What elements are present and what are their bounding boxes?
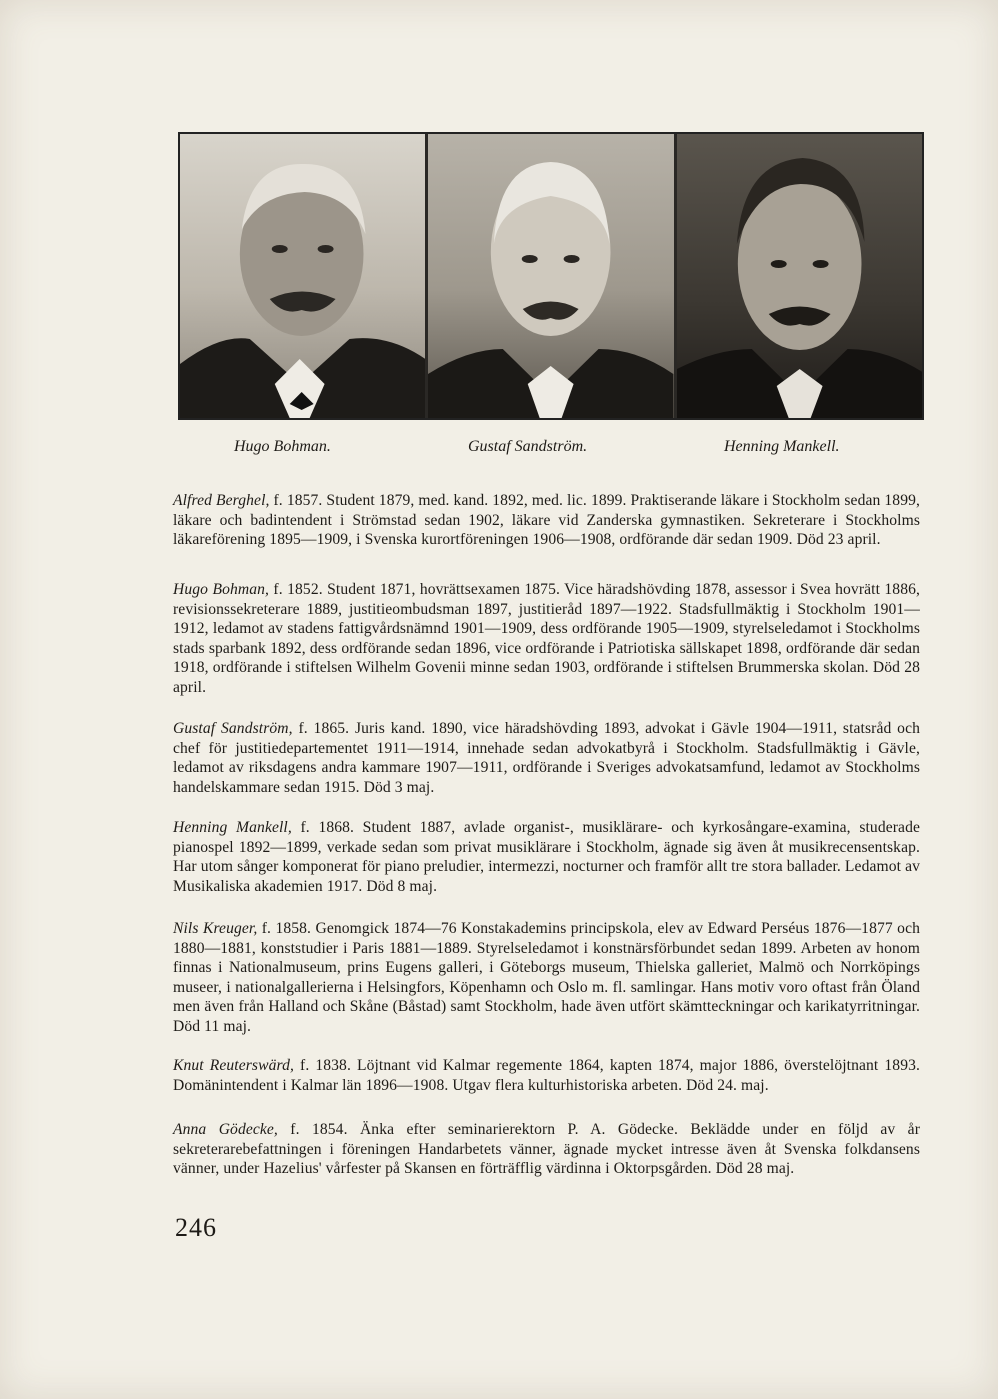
- portrait-hugo-bohman: [180, 134, 425, 418]
- entry-name: Gustaf Sandström,: [173, 720, 293, 737]
- page-number: 246: [175, 1213, 217, 1242]
- portrait-henning-mankell: [677, 134, 922, 418]
- entry-text: f. 1852. Student 1871, hovrättsexamen 1875. Vice häradshövding 1878, assessor i Svea hovrätt 1886, revisionssekreterare 1889, justitieombudsman 1897, justitieråd 1897—1922. Stadsfullmäktig i Stockholm 1901—1912, ledamot av stadens fattigvårdsnämnd 1901—1909, dess ordförande 1905—1909, styrelseledamot i Stockholms stads sparbank 1892, dess ordförande sedan 1896, vice ordförande i Patriotiska sällskapet 1898, ordförande där sedan 1918, ordförande i stiftelsen Wilhelm Govenii minne sedan 1903, ordförande i stiftelsen Brummerska skolan. Död 28 april.: [173, 581, 920, 696]
- entry-text: f. 1858. Genomgick 1874—76 Konstakademins principskola, elev av Edward Perséus 1876—1877 och 1880—1881, konststudier i Paris 1881—1889. Styrelseledamot i konstnärsförbundet sedan 1899. Arbeten av honom finnas i Nationalmuseum, prins Eugens galleri, i Göteborgs museum, Thielska galleriet, Malmö och Norrköpings museer, i nationalgallerierna i Helsingfors, Köpenhamn och Oslo m. fl. samlingar. Hans motiv voro oftast från Öland men även från Halland och Skåne (Båstad) samt Stockholm, hade även utfört skämtteckningar och karikatyrritningar. Död 11 maj.: [173, 920, 920, 1035]
- portrait-gustaf-sandstrom: [428, 134, 673, 418]
- portrait-hugo-bohman-image: [180, 134, 425, 418]
- entry-knut-reutersward: [173, 1056, 920, 1095]
- entry-text: f. 1865. Juris kand. 1890, vice häradshövding 1893, advokat i Gävle 1904—1911, statsråd och chef för justitiedepartementet 1911—1914, innehade sedan advokatbyrå i Stockholm. Stadsfullmäktig i Gävle, ledamot av riksdagens andra kammare 1907—1911, ordförande i Sveriges advokatsamfund, ledamot av Stockholms handelskammare sedan 1915. Död 3 maj.: [173, 720, 920, 796]
- caption-left: Hugo Bohman.: [234, 438, 331, 455]
- caption-center: Gustaf Sandström.: [468, 438, 588, 455]
- entry-name: Knut Reuterswärd,: [173, 1057, 294, 1074]
- entry-text: f. 1857. Student 1879, med. kand. 1892, med. lic. 1899. Praktiserande läkare i Stockholm sedan 1899, läkare och badintendent i Strömstad sedan 1902, läkare vid Zanderska gymnastiken. Sekreterare i Stockholms läkareförening 1895—1909, i Svenska kurortföreningen 1906—1908, ordförande där sedan 1909. Död 23 april.: [173, 492, 920, 549]
- entry-nils-kreuger: [173, 919, 920, 1037]
- entry-text: f. 1838. Löjtnant vid Kalmar regemente 1864, kapten 1874, major 1886, överstelöjtnant 1893. Domänintendent i Kalmar län 1896—1908. Utgav flera kulturhistoriska arbeten. Död 24. maj.: [173, 1057, 920, 1094]
- entry-henning-mankell: [173, 818, 920, 896]
- entry-name: Nils Kreuger,: [173, 920, 258, 937]
- portrait-gustaf-sandstrom-image: [428, 134, 673, 418]
- entry-name: Henning Mankell,: [173, 819, 292, 836]
- entry-hugo-bohman: [173, 580, 920, 698]
- entry-name: Hugo Bohman,: [173, 581, 270, 598]
- caption-right: Henning Mankell.: [724, 438, 840, 455]
- entry-name: Alfred Berghel,: [173, 492, 270, 509]
- entry-anna-godecke: [173, 1120, 920, 1179]
- portrait-henning-mankell-image: [677, 134, 922, 418]
- entry-text: f. 1854. Änka efter seminarierektorn P. A. Gödecke. Beklädde under en följd av år sekreterarebefattningen i föreningen Handarbetets vänner, ägnade mycket intresse även åt Svenska folkdansens vänner, under Hazelius' vårfester på Skansen en förträfflig värdinna i Oktorpsgården. Död 28 maj.: [173, 1121, 920, 1178]
- portrait-captions: [178, 438, 924, 460]
- entry-gustaf-sandstrom: [173, 719, 920, 797]
- entry-alfred-berghel: [173, 491, 920, 550]
- entry-name: Anna Gödecke,: [173, 1121, 278, 1138]
- entry-text: f. 1868. Student 1887, avlade organist-, musiklärare- och kyrkosångare-examina, studerade pianospel 1892—1899, verkade sedan som privat musiklärare i Stockholm, ägnade sig även åt musikrecensentskap. Har utom sånger komponerat för piano preludier, intermezzi, nocturner och framför allt tre stora ballader. Ledamot av Musikaliska akademien 1917. Död 8 maj.: [173, 819, 920, 895]
- portrait-photo-strip: [178, 132, 924, 420]
